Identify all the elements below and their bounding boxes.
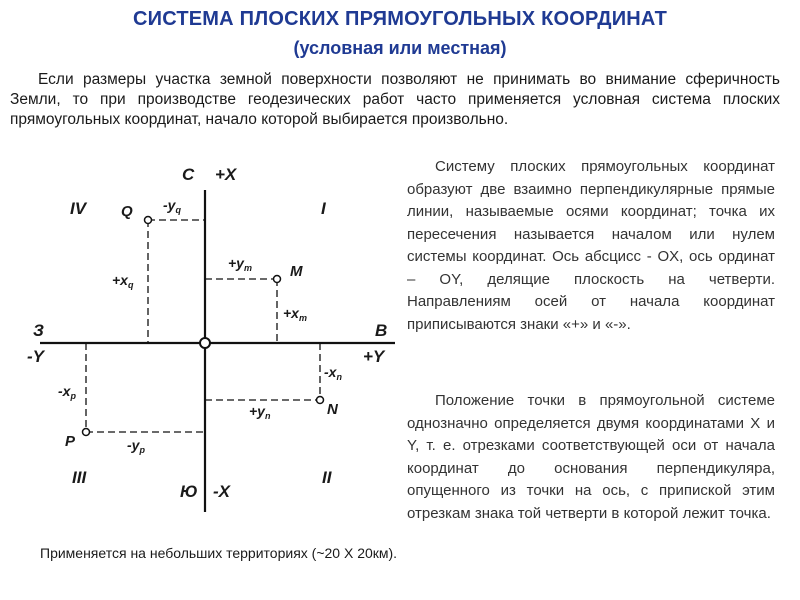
intro-paragraph: Если размеры участка земной поверхности позволяют не принимать во внимание сферичность Земли, то при производстве геодезических работ часто применяется условная система плоских прямоугольных координат, начало которой выбирается произвольно.: [10, 71, 780, 128]
point-p-x-label: $-x_p$: [58, 383, 76, 401]
point-n-name: N: [327, 401, 338, 418]
axes-description-paragraph: Систему плоских прямоугольных координат образуют две взаимно перпендикулярные прямые линии, называемые осями координат; точка их пересечения называется началом или нулем системы координат. Ось абсцисс - OX, ось ординат – OY, делящие плоскость на четверти. Направлениям осей от начала координат приписываются знаки «+» и «-».: [407, 158, 775, 333]
minus-x-label: -X: [213, 482, 230, 501]
point-p-projections: [86, 343, 205, 432]
south-label: Ю: [180, 482, 198, 501]
point-q-projections: [148, 220, 205, 343]
quadrant-4-label: IV: [70, 199, 87, 218]
quadrant-3-label: III: [72, 468, 87, 487]
minus-y-label: -Y: [27, 347, 44, 366]
point-m-x-label: $+x_m$: [283, 305, 307, 323]
point-m-marker: [274, 276, 281, 283]
point-n-marker: [317, 397, 324, 404]
point-m-projections: [205, 279, 277, 343]
point-n-x-label: $-x_n$: [324, 364, 342, 382]
plus-x-label: +X: [215, 165, 237, 184]
point-m-y-label: $+y_m$: [228, 255, 252, 273]
point-m-name: M: [290, 263, 303, 280]
page-subtitle: (условная или местная): [293, 38, 507, 58]
quadrant-1-label: I: [321, 199, 326, 218]
point-q-x-label: $+x_q$: [112, 272, 134, 290]
page-title: СИСТЕМА ПЛОСКИХ ПРЯМОУГОЛЬНЫХ КООРДИНАТ: [132, 8, 667, 30]
plus-y-label: +Y: [363, 347, 385, 366]
quadrant-2-label: II: [322, 468, 332, 487]
point-position-paragraph: Положение точки в прямоугольной системе однозначно определяется двумя координатами X и Y, т. е. отрезками соответствующей оси от начала координат до основания перпендикуляра, опущенного из точки на ось, с припиской этим отрезкам знака той четверти в которой лежит точка.: [407, 392, 775, 522]
point-n-y-label: $+y_n$: [249, 403, 271, 421]
point-q-y-label: $-y_q$: [163, 197, 181, 215]
point-p-y-label: $-y_p$: [127, 437, 145, 455]
east-label: В: [375, 321, 388, 340]
point-p-name: P: [65, 433, 76, 450]
point-q-name: Q: [121, 203, 133, 220]
west-label: З: [33, 321, 44, 340]
origin-point: [200, 338, 210, 348]
point-q-marker: [145, 217, 152, 224]
north-label: С: [182, 165, 195, 184]
point-p-marker: [83, 429, 90, 436]
point-n-projections: [205, 343, 320, 400]
usage-note: Применяется на небольших территориях (~20 X 20км).: [40, 545, 398, 561]
